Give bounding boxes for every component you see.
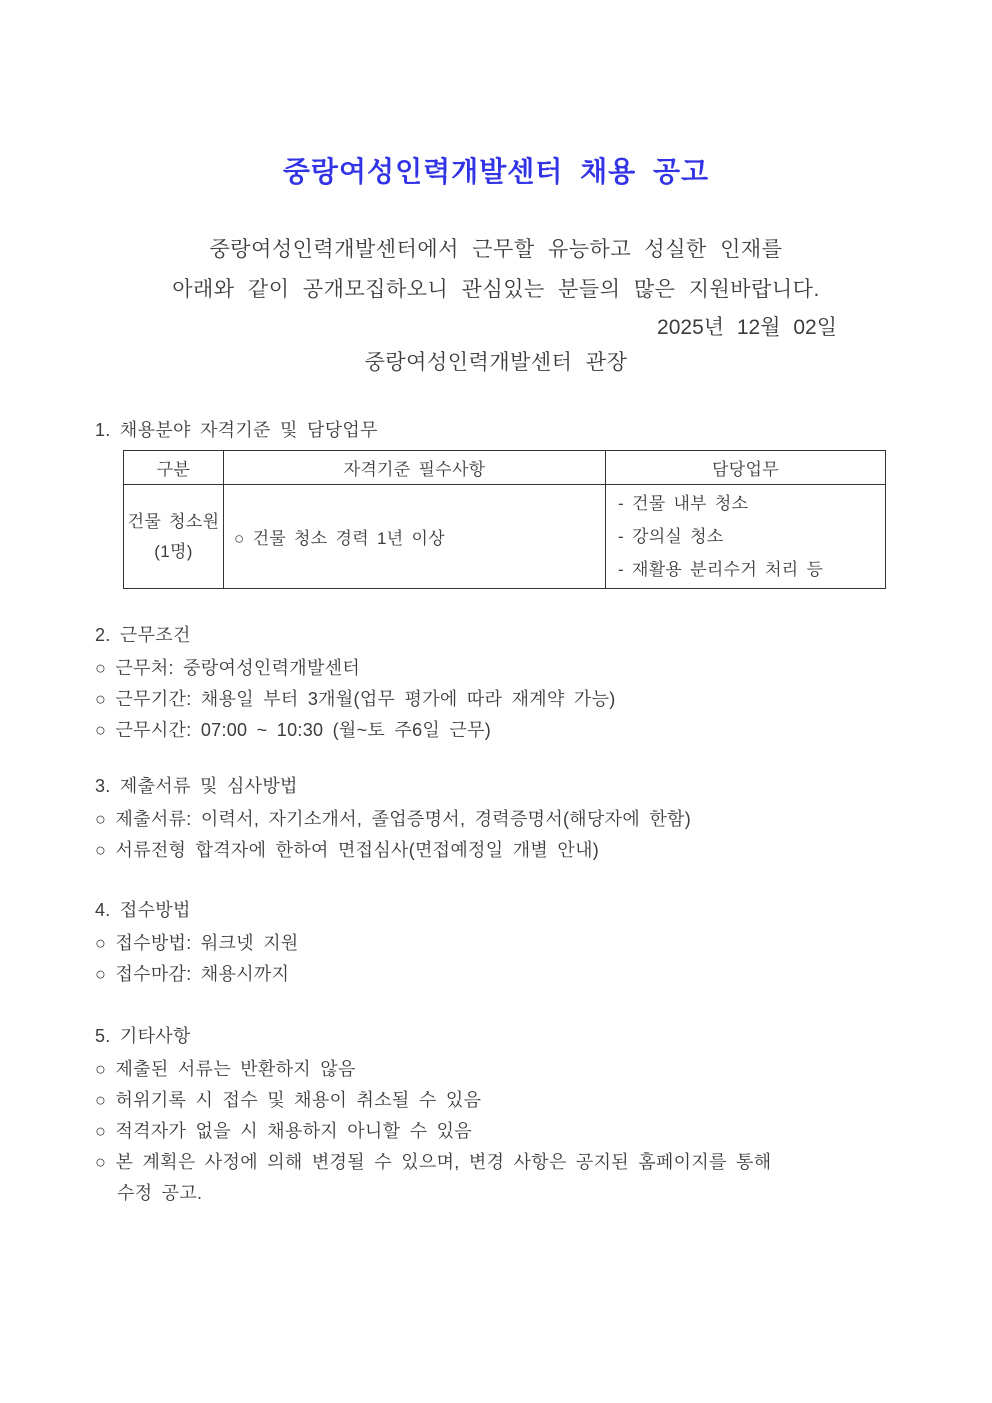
section-2-items: [95, 653, 897, 746]
table-header-row: [124, 451, 886, 485]
recruitment-table: [123, 450, 886, 589]
section-recruitment-field: [95, 418, 897, 589]
intro-line-1: 중랑여성인력개발센터에서 근무할 유능하고 성실한 인재를: [209, 238, 783, 261]
list-item: ○ 적격자가 없을 시 채용하지 아니할 수 있음: [95, 1121, 472, 1141]
duty-line-2: - 강의실 청소: [618, 527, 724, 546]
section-5-heading: 5. 기타사항: [95, 1026, 191, 1046]
cell-duties: [606, 485, 886, 589]
table-header-category: 구분: [124, 451, 224, 485]
list-item: ○ 서류전형 합격자에 한하여 면접심사(면접예정일 개별 안내): [95, 840, 600, 860]
section-4-items: [95, 928, 897, 990]
list-item: ○ 허위기록 시 접수 및 채용이 취소될 수 있음: [95, 1090, 482, 1110]
list-item: ○ 접수마감: 채용시까지: [95, 964, 290, 984]
list-item: ○ 근무시간: 07:00 ~ 10:30 (월~토 주6일 근무): [95, 720, 492, 740]
document-body: [0, 418, 992, 1209]
section-working-conditions: [95, 623, 897, 746]
document-signature: 중랑여성인력개발센터 관장: [364, 351, 628, 374]
document-title: 중랑여성인력개발센터 채용 공고: [282, 156, 710, 187]
table-header-qualification: 자격기준 필수사항: [224, 451, 606, 485]
category-line-2: (1명): [154, 541, 193, 561]
table-header-duties: 담당업무: [606, 451, 886, 485]
cell-category: [124, 485, 224, 589]
cell-qualification: ○ 건물 청소 경력 1년 이상: [224, 485, 606, 589]
list-item: ○ 접수방법: 워크넷 지원: [95, 933, 299, 953]
section-application-method: [95, 898, 897, 990]
list-item: ○ 근무처: 중랑여성인력개발센터: [95, 658, 361, 678]
section-1-heading: 1. 채용분야 자격기준 및 담당업무: [95, 420, 378, 440]
section-submission-documents: [95, 774, 897, 866]
document-date: 2025년 12월 02일: [657, 316, 837, 339]
section-3-items: [95, 804, 897, 866]
section-4-heading: 4. 접수방법: [95, 900, 191, 920]
intro-paragraph: [0, 230, 992, 310]
duty-line-1: - 건물 내부 청소: [618, 494, 749, 513]
list-item: ○ 제출서류: 이력서, 자기소개서, 졸업증명서, 경력증명서(해당자에 한함): [95, 809, 692, 829]
intro-line-2: 아래와 같이 공개모집하오니 관심있는 분들의 많은 지원바랍니다.: [172, 278, 820, 301]
section-3-heading: 3. 제출서류 및 심사방법: [95, 776, 298, 796]
list-item: ○ 본 계획은 사정에 의해 변경될 수 있으며, 변경 사항은 공지된 홈페이지를 통해: [95, 1152, 772, 1172]
list-item: ○ 제출된 서류는 반환하지 않음: [95, 1059, 356, 1079]
table-row: [124, 485, 886, 589]
section-2-heading: 2. 근무조건: [95, 625, 191, 645]
section-other-notes: [95, 1024, 897, 1209]
list-item: ○ 근무기간: 채용일 부터 3개월(업무 평가에 따라 재계약 가능): [95, 689, 616, 709]
section-5-items: [95, 1054, 897, 1209]
duty-line-3: - 재활용 분리수거 처리 등: [618, 560, 824, 579]
list-item-continuation: 수정 공고.: [117, 1183, 203, 1203]
category-line-1: 건물 청소원: [127, 511, 220, 531]
